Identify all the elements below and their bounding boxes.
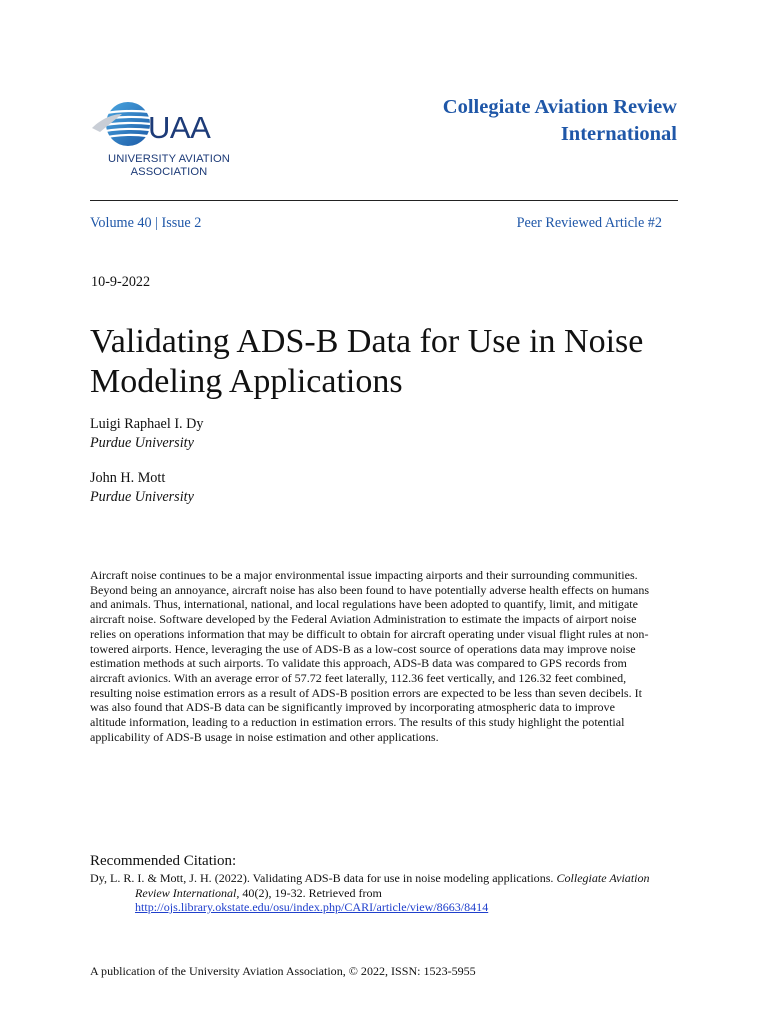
author-block [90,416,203,452]
citation-line1 [90,871,688,886]
author-block [90,470,194,506]
uaa-logo [92,98,262,182]
header-divider [90,200,678,201]
journal-title-line1: Collegiate Aviation Review [442,96,677,118]
publication-date: 10-9-2022 [91,274,151,290]
abstract-line: Aircraft noise continues to be a major environmental issue impacting airports and their surrounding communities. [90,568,638,582]
author-affiliation: Purdue University [90,435,194,451]
article-label: Peer Reviewed Article #2 [516,215,662,231]
abstract-line: aircraft noise. Software developed by the Federal Aviation Administration to estimate the impacts of airport noise [90,612,637,627]
abstract-line: was also found that ADS-B data can be significantly improved by incorporating atmospheric data to improve [90,700,615,715]
logo-name-line2: ASSOCIATION [130,166,208,178]
citation-volume: 40(2), 19-32. Retrieved from [239,885,382,900]
abstract-line: resulting noise estimation errors as a result of ADS-B position errors are expected to be less than seven decibels. It [90,685,643,700]
logo-mark-text: UAA [148,110,211,145]
paper-title [90,322,710,402]
abstract-line: Beyond being an annoyance, aircraft noise has also been found to have potentially adverse health effects on humans [90,582,650,597]
citation-line3 [90,900,688,915]
abstract-line: altitude information, leading to a reduction in estimation errors. The results of this study highlight the potential [90,715,625,730]
volume-issue: Volume 40 | Issue 2 [90,215,202,231]
citation-heading: Recommended Citation: [90,853,237,869]
footer-note: A publication of the University Aviation Association, © 2022, ISSN: 1523-5955 [90,964,476,978]
paper-title-line2: Modeling Applications [90,363,403,400]
logo-name-line1: UNIVERSITY AVIATION [108,153,230,165]
citation-link[interactable]: http://ojs.library.okstate.edu/osu/index.php/CARI/article/view/8663/8414 [135,900,489,915]
author-name: Luigi Raphael I. Dy [90,416,204,432]
abstract-line: and animals. Thus, international, national, and local regulations have been adopted to quantify, limit, and mitigate [90,597,638,612]
globe-swoosh-icon [92,98,154,152]
abstract-line: aircraft avionics. With an average error of 57.72 feet laterally, 112.36 feet vertically, and 126.32 feet combined, [90,670,627,685]
journal-title [347,94,677,148]
abstract-line: applicability of ADS-B usage in noise estimation and other applications. [90,729,439,744]
author-name: John H. Mott [90,470,166,486]
citation-text: Dy, L. R. I. & Mott, J. H. (2022). Validating ADS-B data for use in noise modeling applications. [90,871,557,885]
author-affiliation: Purdue University [90,489,194,505]
abstract [90,568,690,744]
citation-journal: Collegiate Aviation [556,871,650,885]
paper-title-line1: Validating ADS-B Data for Use in Noise [90,323,644,360]
abstract-line: estimation methods at such airports. To validate this approach, ADS-B data was compared to GPS records from [90,656,627,671]
citation-line2 [90,886,688,901]
citation-body [90,871,688,915]
abstract-line: towered airports. Hence, leveraging the use of ADS-B as a low-cost source of operations data may improve noise [90,641,636,656]
citation-journal-cont: Review International, [135,885,240,900]
journal-title-line2: International [560,123,677,145]
abstract-line: relies on operations information that may be difficult to obtain for aircraft operating under visual flight rules at non- [90,626,649,641]
